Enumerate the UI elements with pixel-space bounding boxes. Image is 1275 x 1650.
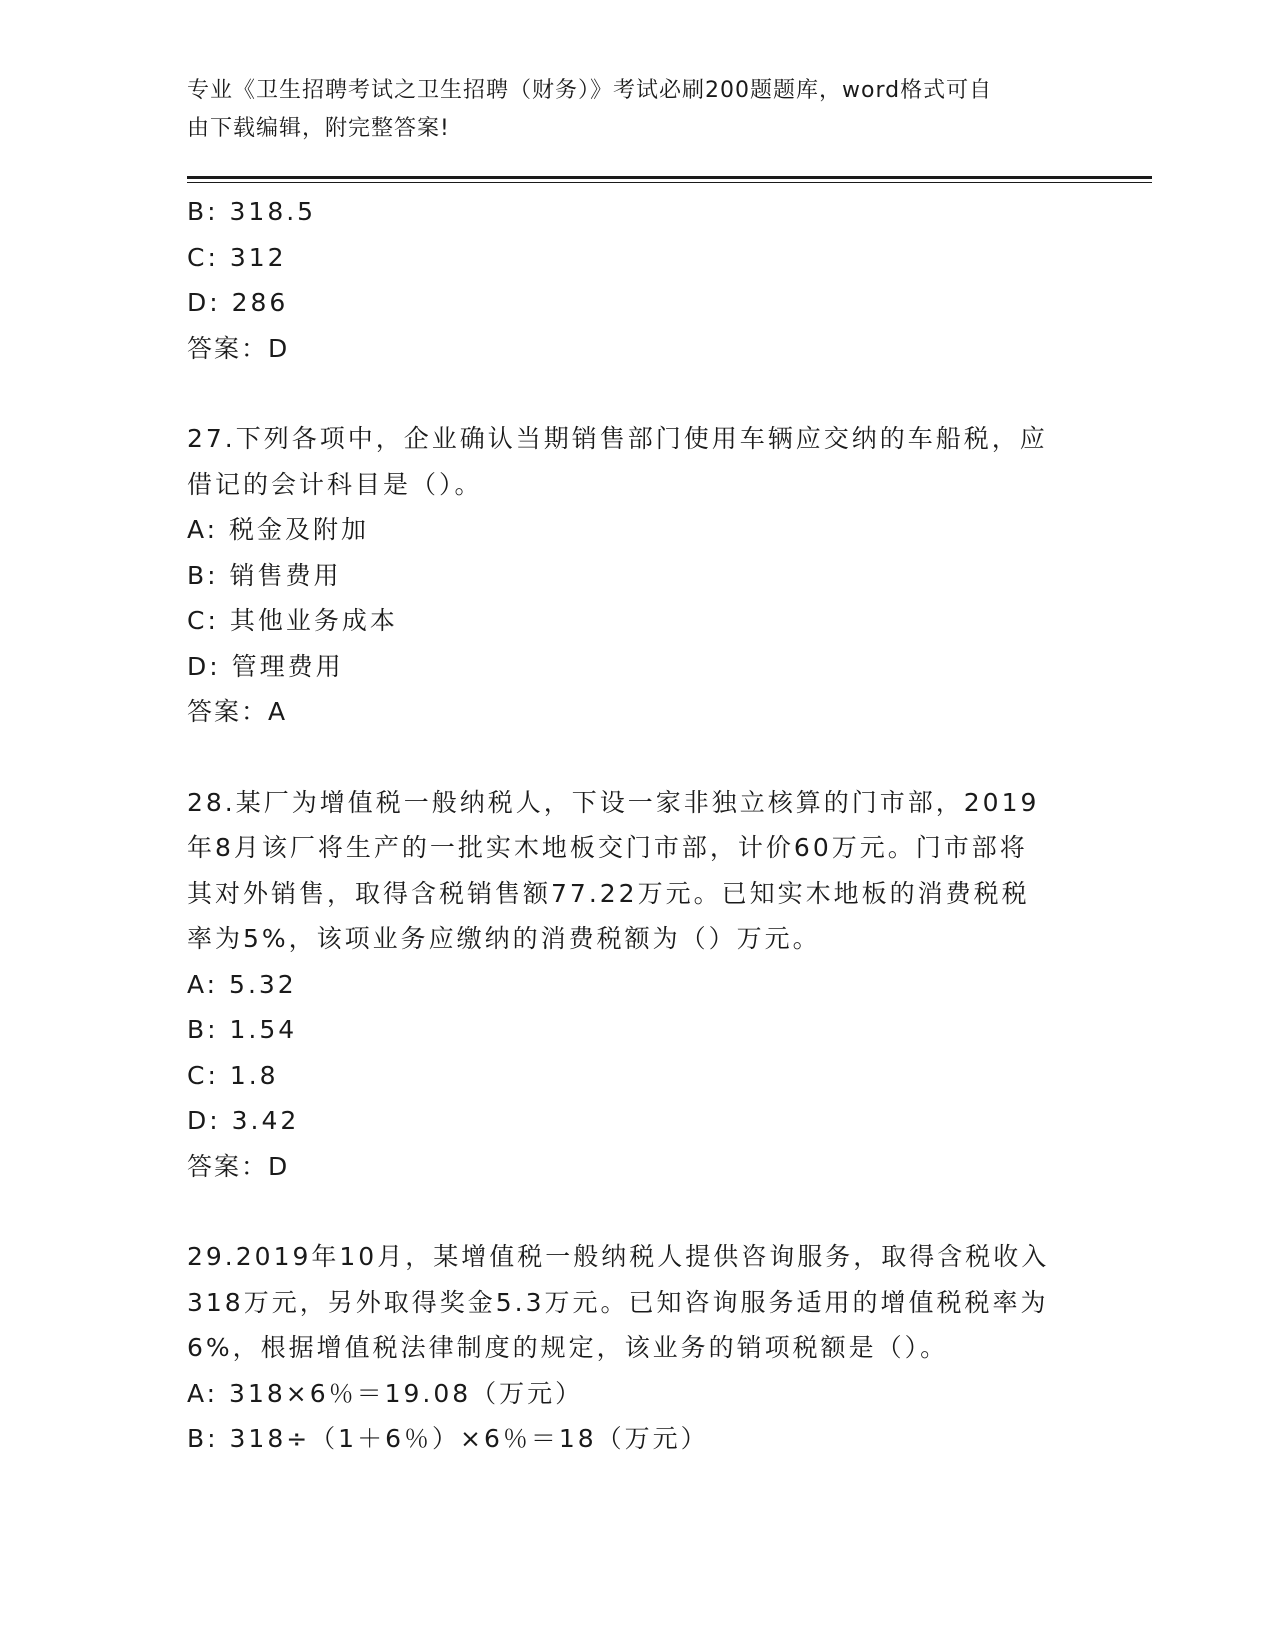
question-content <box>187 189 1087 1462</box>
question-27 <box>187 416 1087 735</box>
question-29 <box>187 1234 1087 1462</box>
header-divider-thick <box>187 176 1152 179</box>
option-d: D: 286 <box>187 288 289 317</box>
answer-line: 答案：D <box>187 333 290 363</box>
question-stem-line: 其对外销售，取得含税销售额77.22万元。已知实木地板的消费税税 <box>187 878 1030 908</box>
header-line-2: 由下载编辑，附完整答案! <box>187 116 450 141</box>
question-stem-line: 6%，根据增值税法律制度的规定，该业务的销项税额是（）。 <box>187 1333 949 1362</box>
header-divider-thin <box>187 182 1152 183</box>
option-d: D: 管理费用 <box>187 651 344 681</box>
spacer <box>187 735 1087 780</box>
question-28 <box>187 780 1087 1190</box>
answer-line: 答案：D <box>187 1151 290 1181</box>
question-stem-line: 29.2019年10月，某增值税一般纳税人提供咨询服务，取得含税收入 <box>187 1242 1050 1271</box>
option-c: C: 1.8 <box>187 1060 279 1090</box>
header-line-1: 专业《卫生招聘考试之卫生招聘（财务）》考试必刷200题题库，word格式可自 <box>187 78 993 103</box>
option-b: B: 销售费用 <box>187 560 342 590</box>
option-d: D: 3.42 <box>187 1106 300 1135</box>
question-stem-line: 27.下列各项中，企业确认当期销售部门使用车辆应交纳的车船税，应 <box>187 424 1048 453</box>
question-stem-line: 借记的会计科目是（）。 <box>187 469 483 499</box>
question-stem-line: 318万元，另外取得奖金5.3万元。已知咨询服务适用的增值税税率为 <box>187 1287 1049 1317</box>
option-a: A: 5.32 <box>187 969 297 999</box>
question-stem-line: 率为5%，该项业务应缴纳的消费税额为（）万元。 <box>187 924 821 953</box>
option-b: B: 1.54 <box>187 1015 298 1044</box>
option-b: B: 318÷（1＋6％）×6％＝18（万元） <box>187 1424 709 1453</box>
question-stem-line: 28.某厂为增值税一般纳税人，下设一家非独立核算的门市部，2019 <box>187 787 1040 817</box>
document-header <box>187 72 1087 148</box>
option-a: A: 318×6％＝19.08（万元） <box>187 1378 584 1408</box>
option-c: C: 其他业务成本 <box>187 606 398 635</box>
answer-line: 答案：A <box>187 697 288 726</box>
question-stem-line: 年8月该厂将生产的一批实木地板交门市部，计价60万元。门市部将 <box>187 833 1028 862</box>
option-a: A: 税金及附加 <box>187 515 370 544</box>
option-b: B: 318.5 <box>187 197 317 226</box>
prev-question-block <box>187 189 1087 371</box>
spacer <box>187 1189 1087 1234</box>
option-c: C: 312 <box>187 242 287 272</box>
spacer <box>187 371 1087 416</box>
